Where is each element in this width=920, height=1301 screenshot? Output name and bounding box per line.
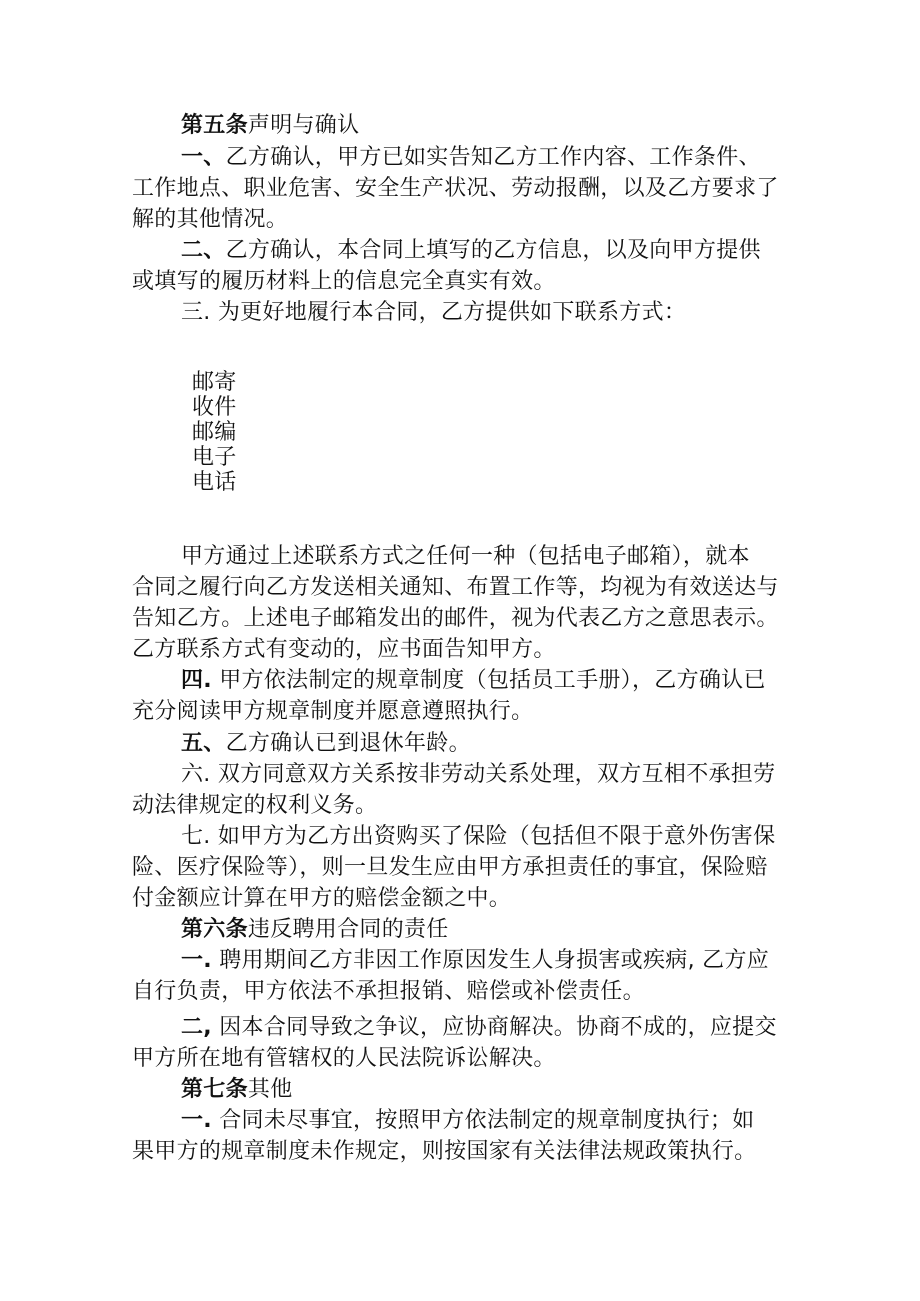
contact-item: 电子 [192,445,237,470]
paragraph-line [181,728,471,760]
paragraph-line: 三. 为更好地履行本合同，乙方提供如下联系方式： [181,300,687,325]
paragraph-line [181,1105,754,1137]
contact-item: 邮编 [192,420,237,445]
article-7-title: 其他 [247,1077,293,1102]
item-number: 一. [181,1108,212,1133]
paragraph-line: 乙方联系方式有变动的，应书面告知甲方。 [132,637,556,662]
contact-item: 收件 [192,395,237,420]
paragraph-line [181,235,761,267]
item-number: 四. [181,668,212,693]
item-number: 五、 [181,731,226,756]
paragraph-line: 七. 如甲方为乙方出资购买了保险（包括但不限于意外伤害保 [181,824,776,849]
item-number: 二, [181,1015,212,1040]
paragraph-line: 解的其他情况。 [132,207,289,232]
paragraph-line: 付金额应计算在甲方的赔偿金额之中。 [132,886,512,911]
paragraph-line [181,665,766,697]
article-5-title: 声明与确认 [247,113,360,138]
paragraph-line: 告知乙方。上述电子邮箱发出的邮件，视为代表乙方之意思表示。 [132,606,779,631]
paragraph-line: 合同之履行向乙方发送相关通知、布置工作等，均视为有效送达与 [132,575,779,600]
article-6-number: 第六条 [181,917,248,942]
paragraph-line: 甲方通过上述联系方式之任何一种（包括电子邮箱），就本 [181,544,750,569]
article-7-number: 第七条 [181,1077,248,1102]
paragraph-line: 动法律规定的权利义务。 [132,793,378,818]
paragraph-text: 乙方确认已到退休年龄。 [225,731,471,756]
paragraph-line [181,142,761,174]
contact-item: 电话 [192,470,237,495]
paragraph-line [181,945,769,977]
paragraph-line: 充分阅读甲方规章制度并愿意遵照执行。 [132,699,534,724]
paragraph-line: 六. 双方同意双方关系按非劳动关系处理，双方互相不承担劳 [181,762,776,787]
paragraph-text: 因本合同导致之争议，应协商解决。协商不成的，应提交 [211,1015,777,1040]
paragraph-text: 乙方确认，甲方已如实告知乙方工作内容、工作条件、 [225,145,761,170]
paragraph-line: 险、医疗保险等），则一旦发生应由甲方承担责任的事宜，保险赔 [132,855,768,880]
paragraph-line: 或填写的履历材料上的信息完全真实有效。 [132,269,556,294]
paragraph-text: 聘用期间乙方非因工作原因发生人身损害或疾病, 乙方应 [211,948,770,973]
article-7-heading [181,1074,293,1106]
contact-item: 邮寄 [192,370,237,395]
paragraph-line: 甲方所在地有管辖权的人民法院诉讼解决。 [132,1046,556,1071]
article-5-number: 第五条 [181,113,248,138]
item-number: 二、 [181,238,226,263]
article-5-heading [181,110,359,142]
paragraph-line: 工作地点、职业危害、安全生产状况、劳动报酬，以及乙方要求了 [132,176,779,201]
paragraph-line [181,1012,777,1044]
paragraph-text: 乙方确认，本合同上填写的乙方信息，以及向甲方提供 [225,238,761,263]
paragraph-line: 自行负责，甲方依法不承担报销、赔偿或补偿责任。 [132,979,645,1004]
article-6-heading [181,914,449,946]
paragraph-line: 果甲方的规章制度未作规定，则按国家有关法律法规政策执行。 [132,1139,757,1164]
paragraph-text: 合同未尽事宜，按照甲方依法制定的规章制度执行；如 [211,1108,755,1133]
item-number: 一、 [181,145,226,170]
article-6-title: 违反聘用合同的责任 [247,917,449,942]
paragraph-text: 甲方依法制定的规章制度（包括员工手册），乙方确认已 [211,668,766,693]
item-number: 一. [181,948,212,973]
